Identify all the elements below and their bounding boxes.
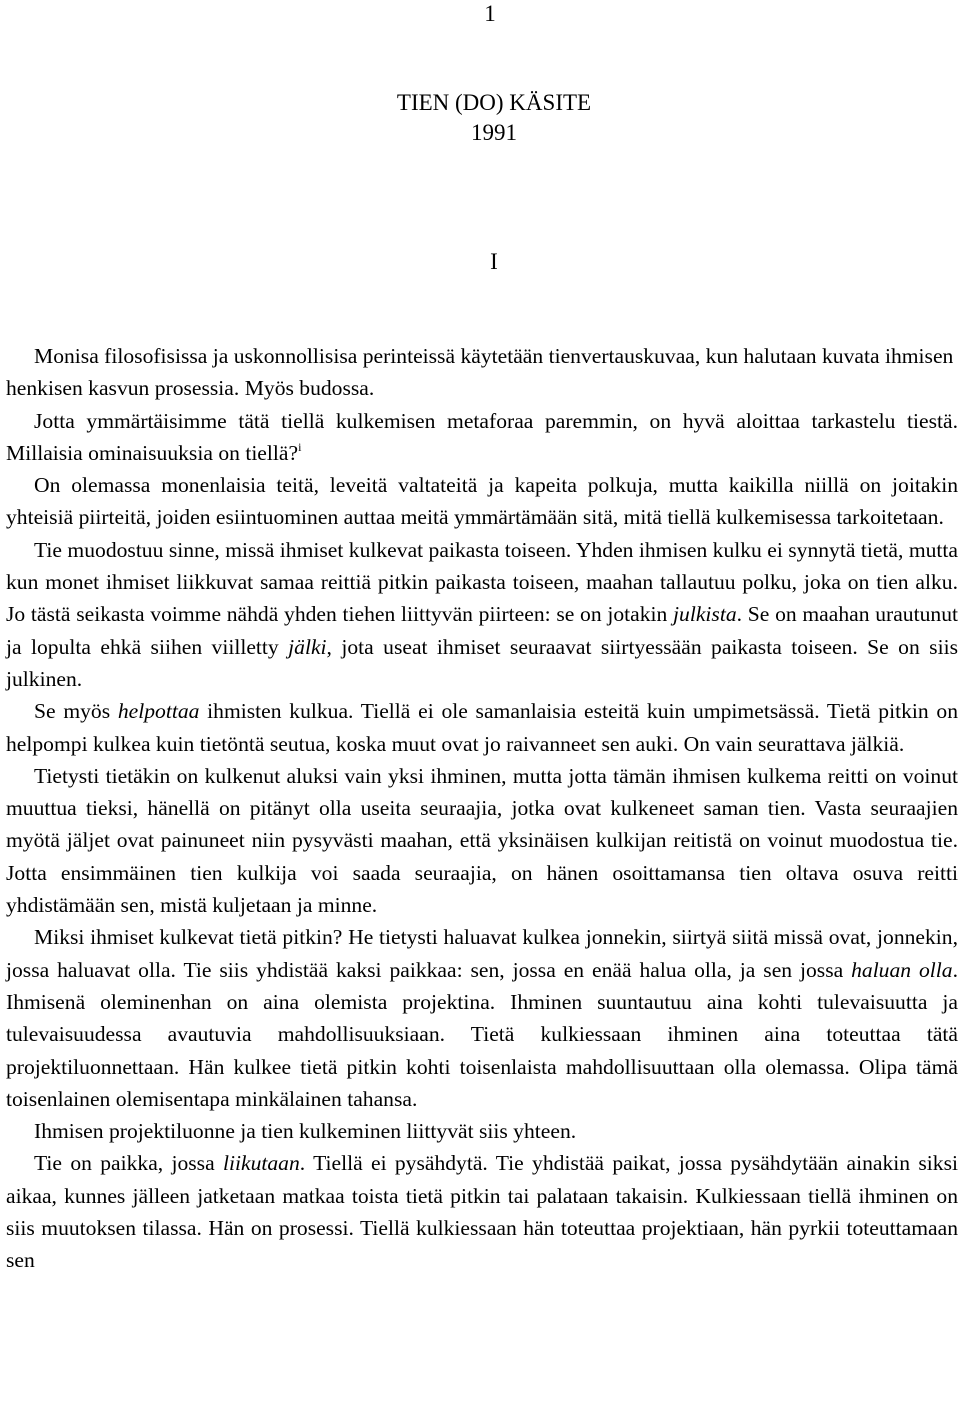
paragraph-1: Monisa filosofisissa ja uskonnollisisa perinteissä käytetään tienvertauskuvaa, kun halutaan kuvata ihmisen henkisen kasvun prosessia. Myös budossa. (6, 344, 954, 401)
endnote-marker[interactable]: i (298, 439, 302, 454)
emphasis-liikutaan: liikutaan (222, 1151, 300, 1176)
paragraph-4-text-a: Tie muodostuu sinne, missä ihmiset kulkevat paikasta toiseen. Yhden ihmisen kulku ei synnytä tietä, mutta kun monet ihmiset liikkuvat samaa reittiä pitkin paikasta toiseen, maahan tallautuu polku, joka on tien alku. Jo tästä seikasta voimme nähdä yhden tiehen liittyvän piirteen: se on jotakin (6, 537, 958, 627)
paragraph-9-text-b: . Tiellä ei pysähdytä. Tie yhdistää paikat, jossa pysähdytään ainakin siksi aikaa, kunnes jälleen jatketaan matkaa toista tietä pitkin tai palataan takaisin. Kulkiessaan tiellä ihminen on siis muutoksen tilassa. Hän on prosessi. Tiellä kulkiessaan hän toteuttaa projektiaan, hän pyrkii toteuttamaan sen (6, 1151, 958, 1273)
document-year: 1991 (471, 120, 517, 145)
title-block (0, 88, 960, 148)
paragraph-9 (6, 1147, 958, 1276)
emphasis-jalki: jälki (288, 634, 327, 659)
page-number: 1 (484, 1, 496, 26)
paragraph-3: On olemassa monenlaisia teitä, leveitä valtateitä ja kapeita polkuja, mutta kaikilla niillä on joitakin yhteisiä piirteitä, joiden esiintuominen auttaa meitä ymmärtämään sitä, mitä tiellä kulkemisessa tarkoitetaan. (6, 473, 958, 530)
paragraph-2-text: Jotta ymmärtäisimme tätä tiellä kulkemisen metaforaa paremmin, on hyvä aloittaa tarkastelu tiestä. Millaisia ominaisuuksia on tiellä? (6, 408, 958, 465)
body-text (6, 340, 958, 1277)
paragraph-4-text-c: , jota useat ihmiset seuraavat siirtyessään paikasta toiseen. Se on siis julkinen. (6, 634, 958, 691)
paragraph-4-text-b: . Se on maahan urautunut ja lopulta ehkä siihen viilletty (6, 602, 958, 659)
section-numeral: I (490, 249, 498, 274)
paragraph-4 (6, 534, 958, 695)
paragraph-7-text-a: Miksi ihmiset kulkevat tietä pitkin? He tietysti haluavat kulkea jonnekin, siirtyä siitä missä ovat, jonnekin, jossa haluavat olla. Tie siis yhdistää kaksi paikkaa: sen, jossa en enää halua olla, ja sen jossa (6, 925, 958, 982)
document-title: TIEN (DO) KÄSITE (396, 90, 592, 115)
emphasis-julkista: julkista (673, 602, 737, 627)
paragraph-5 (6, 695, 958, 760)
paragraph-9-text-a: Tie on paikka, jossa (34, 1151, 223, 1176)
paragraph-5-text-a: Se myös (34, 699, 118, 724)
paragraph-8: Ihmisen projektiluonne ja tien kulkeminen liittyvät siis yhteen. (34, 1119, 577, 1144)
paragraph-6: Tietysti tietäkin on kulkenut aluksi vain yksi ihminen, mutta jotta tämän ihmisen kulkema reitti on voinut muuttua tieksi, hänellä on pitänyt olla useita seuraajia, jotka ovat kulkeneet saman tien. Vasta seuraajien myötä jäljet ovat painuneet niin pysyvästi maahan, että yksinäisen kulkijan reitistä on voinut muodostua tie. Jotta ensimmäinen tien kulkija voi saada seuraajia, on hänen osoittamansa tien oltava osuva reitti yhdistämään sen, mistä kuljetaan ja minne. (6, 763, 958, 918)
emphasis-helpottaa: helpottaa (117, 699, 200, 724)
emphasis-haluan-olla: haluan olla (851, 957, 953, 982)
paragraph-7-text-b: . Ihmisenä oleminenhan on aina olemista projektina. Ihminen suuntautuu aina kohti tulevaisuutta ja tulevaisuudessa avautuvia mahdollisuuksiaan. Tietä kulkiessaan ihminen aina toteuttaa tätä projektiluonnettaan. Hän kulkee tietä pitkin kohti toisenlaista mahdollisuuttaan olla olemassa. Olipa tämä toisenlainen olemisentapa minkälainen tahansa. (6, 957, 958, 1111)
paragraph-7 (6, 921, 958, 1115)
paragraph-5-text-b: ihmisten kulkua. Tiellä ei ole samanlaisia esteitä kuin umpimetsässä. Tietä pitkin on helpompi kulkea kuin tietöntä seutua, koska muut ovat jo raivanneet sen auki. On vain seurattava jälkiä. (6, 699, 958, 756)
paragraph-2 (6, 405, 958, 470)
